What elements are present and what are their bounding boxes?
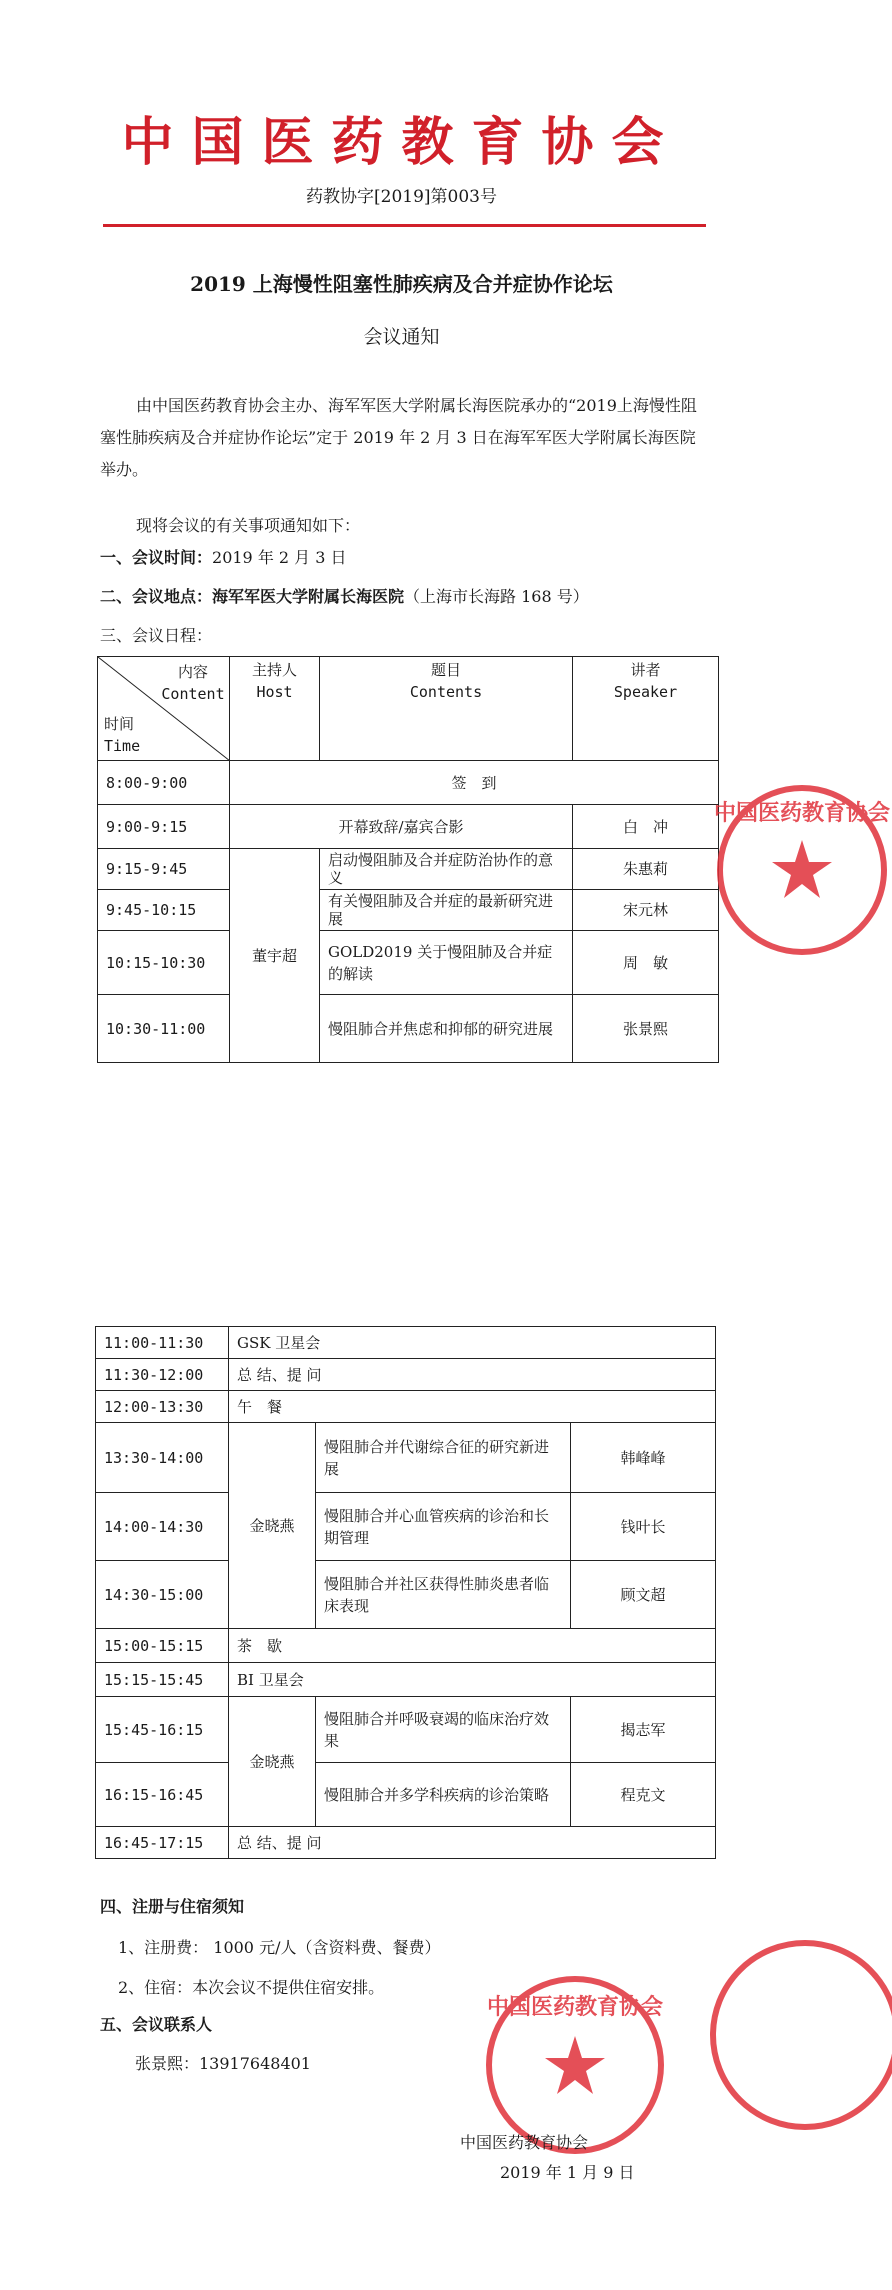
host-cell: 金晓燕 — [229, 1697, 316, 1827]
header-topic-en: Contents — [409, 683, 483, 701]
speaker-cell: 钱叶长 — [571, 1493, 716, 1561]
speaker-cell: 周 敏 — [573, 931, 719, 995]
table-row — [96, 1629, 716, 1663]
notice-subtitle: 会议通知 — [363, 326, 440, 348]
signin-cell: 签 到 — [230, 761, 719, 805]
speaker-cell: 宋元林 — [573, 890, 719, 931]
header-speaker-en: Speaker — [613, 683, 678, 701]
time-cell: 14:00-14:30 — [96, 1493, 229, 1561]
time-cell: 15:45-16:15 — [96, 1697, 229, 1763]
host-cell: 金晓燕 — [229, 1423, 316, 1629]
topic-cell: 慢阻肺合并呼吸衰竭的临床治疗效果 — [316, 1697, 571, 1763]
header-time-cn: 时间 — [104, 715, 135, 733]
topic-cell: 慢阻肺合并心血管疾病的诊治和长期管理 — [316, 1493, 571, 1561]
table-row — [98, 890, 719, 931]
event-cell: 总 结、提 问 — [229, 1827, 716, 1859]
table-row — [96, 1697, 716, 1763]
seal-stamp-1 — [712, 780, 892, 960]
time-cell: 10:15-10:30 — [98, 931, 230, 995]
host-cell: 董宇超 — [230, 849, 320, 1063]
time-cell: 16:45-17:15 — [96, 1827, 229, 1859]
opening-cell: 开幕致辞/嘉宾合影 — [230, 805, 573, 849]
table-row — [96, 1359, 716, 1391]
signoff-date: 2019 年 1 月 9 日 — [500, 2163, 635, 2182]
time-cell: 10:30-11:00 — [98, 995, 230, 1063]
table-row — [96, 1561, 716, 1629]
speaker-cell: 张景熙 — [573, 995, 719, 1063]
signoff-organization: 中国医药教育协会 — [460, 2133, 589, 2152]
speaker-cell: 朱惠莉 — [573, 849, 719, 890]
table-row — [98, 805, 719, 849]
topic-cell: 慢阻肺合并社区获得性肺炎患者临床表现 — [316, 1561, 571, 1629]
header-content-en: Content — [161, 685, 225, 703]
notice-line: 现将会议的有关事项通知如下： — [136, 516, 361, 535]
seal-stamp-3 — [700, 1930, 820, 2140]
header-content-cn: 内容 — [177, 663, 208, 681]
time-cell: 11:00-11:30 — [96, 1327, 229, 1359]
topic-cell: 慢阻肺合并焦虑和抑郁的研究进展 — [320, 995, 573, 1063]
section-venue-name: 海军军医大学附属长海医院 — [212, 587, 405, 606]
header-speaker — [573, 657, 719, 761]
speaker-cell: 顾文超 — [571, 1561, 716, 1629]
table-row — [96, 1763, 716, 1827]
registration-fee: 1、注册费： 1000 元/人（含资料费、餐费） — [118, 1938, 441, 1957]
schedule-table-2 — [95, 1326, 716, 1859]
time-cell: 8:00-9:00 — [98, 761, 230, 805]
event-cell: 总 结、提 问 — [229, 1359, 716, 1391]
topic-cell: 慢阻肺合并代谢综合征的研究新进展 — [316, 1423, 571, 1493]
time-cell: 13:30-14:00 — [96, 1423, 229, 1493]
header-topic-cn: 题目 — [430, 661, 461, 679]
lodging-note: 2、住宿：本次会议不提供住宿安排。 — [118, 1978, 385, 1997]
event-cell: 午 餐 — [229, 1391, 716, 1423]
time-cell: 15:15-15:45 — [96, 1663, 229, 1697]
section-venue-label: 二、会议地点： — [100, 587, 213, 606]
seal-text-1: 中国医药教育协会 — [713, 801, 891, 826]
table-row — [96, 1663, 716, 1697]
header-topic — [320, 657, 573, 761]
section-time-label: 一、会议时间： — [100, 548, 213, 567]
diagonal-header-cell — [98, 657, 230, 761]
event-cell: GSK 卫星会 — [229, 1327, 716, 1359]
contact-person: 张景熙：13917648401 — [135, 2054, 311, 2073]
org-title: 中国医药教育协会 — [121, 113, 682, 173]
header-host-cn: 主持人 — [251, 661, 297, 679]
speaker-cell: 揭志军 — [571, 1697, 716, 1763]
topic-cell: 启动慢阻肺及合并症防治协作的意义 — [320, 849, 573, 890]
time-cell: 12:00-13:30 — [96, 1391, 229, 1423]
section-venue — [100, 584, 589, 607]
speaker-cell: 程克文 — [571, 1763, 716, 1827]
table-header-row — [98, 657, 719, 761]
section-contact-label: 五、会议联系人 — [100, 2015, 213, 2034]
table-row — [96, 1493, 716, 1561]
topic-cell: 有关慢阻肺及合并症的最新研究进展 — [320, 890, 573, 931]
section-registration-label: 四、注册与住宿须知 — [100, 1897, 245, 1916]
time-cell: 9:00-9:15 — [98, 805, 230, 849]
section-time — [100, 545, 347, 568]
header-time-en: Time — [104, 737, 141, 755]
table-row — [98, 761, 719, 805]
header-host-en: Host — [256, 683, 293, 701]
table-row — [96, 1327, 716, 1359]
document-number: 药教协字[2019]第003号 — [306, 187, 497, 207]
time-cell: 14:30-15:00 — [96, 1561, 229, 1629]
section-time-value: 2019 年 2 月 3 日 — [212, 548, 347, 567]
forum-title: 2019 上海慢性阻塞性肺疾病及合并症协作论坛 — [190, 272, 613, 296]
header-divider — [103, 224, 706, 227]
topic-cell: GOLD2019 关于慢阻肺及合并症的解读 — [320, 931, 573, 995]
table-row — [96, 1423, 716, 1493]
header-host — [230, 657, 320, 761]
table-row — [98, 995, 719, 1063]
topic-cell: 慢阻肺合并多学科疾病的诊治策略 — [316, 1763, 571, 1827]
seal-text-2: 中国医药教育协会 — [486, 1995, 664, 2020]
schedule-table-1 — [97, 656, 719, 1063]
table-row — [98, 931, 719, 995]
event-cell: BI 卫星会 — [229, 1663, 716, 1697]
section-schedule-label: 三、会议日程： — [100, 626, 213, 645]
speaker-cell: 白 冲 — [573, 805, 719, 849]
time-cell: 11:30-12:00 — [96, 1359, 229, 1391]
time-cell: 9:15-9:45 — [98, 849, 230, 890]
table-row — [98, 849, 719, 890]
intro-paragraph: 由中国医药教育协会主办、海军军医大学附属长海医院承办的“2019上海慢性阻塞性肺疾病及合并症协作论坛”定于 2019 年 2 月 3 日在海军军医大学附属长海医院举办。 — [100, 396, 697, 479]
time-cell: 15:00-15:15 — [96, 1629, 229, 1663]
table-row — [96, 1827, 716, 1859]
table-row — [96, 1391, 716, 1423]
time-cell: 9:45-10:15 — [98, 890, 230, 931]
event-cell: 茶 歇 — [229, 1629, 716, 1663]
section-venue-address: （上海市长海路 168 号） — [404, 587, 589, 606]
speaker-cell: 韩峰峰 — [571, 1423, 716, 1493]
time-cell: 16:15-16:45 — [96, 1763, 229, 1827]
header-speaker-cn: 讲者 — [630, 661, 661, 679]
